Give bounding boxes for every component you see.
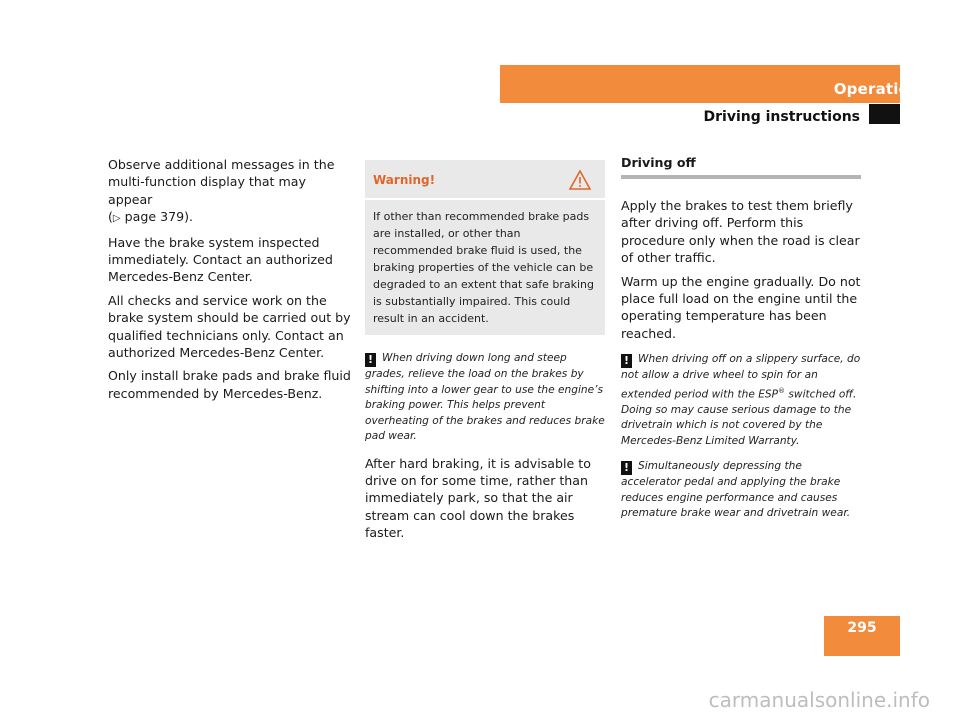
page-ref-link[interactable]: page 379). bbox=[124, 209, 194, 225]
paragraph: All checks and service work on the brake system should be carried out by qualified technicians only. Contact an authorized Mercedes-Benz Center. bbox=[108, 292, 351, 361]
caution-note bbox=[621, 352, 861, 449]
note-text: switched off. Doing so may cause serious damage to the drivetrain which is not covered by the Mercedes-Benz Limited Warranty. bbox=[621, 388, 857, 447]
paragraph: Only install brake pads and brake fluid recommended by Mercedes-Benz. bbox=[108, 368, 351, 401]
exclamation-icon: ! bbox=[365, 353, 376, 367]
column-middle bbox=[365, 160, 605, 548]
paragraph-text: Observe additional messages in the multi-function display that may appear bbox=[108, 157, 335, 207]
warning-triangle-icon bbox=[569, 170, 591, 190]
warning-box bbox=[365, 160, 605, 335]
paragraph: Warm up the engine gradually. Do not place full load on the engine until the operating temperature has been reached. bbox=[621, 273, 861, 341]
section-heading: Driving off bbox=[621, 155, 861, 179]
page-number: 295 bbox=[847, 620, 877, 636]
exclamation-icon: ! bbox=[621, 461, 632, 475]
warning-label: Warning! bbox=[373, 173, 436, 187]
page-number-box bbox=[824, 616, 900, 656]
caution-note bbox=[621, 459, 861, 522]
paragraph: Have the brake system inspected immediately. Contact an authorized Mercedes-Benz Center. bbox=[108, 234, 333, 285]
note-text: Simultaneously depressing the accelerator pedal and applying the brake reduces engine performance and causes premature brake wear and drivetrain wear. bbox=[621, 460, 851, 520]
paragraph: Apply the brakes to test them briefly after driving off. Perform this procedure only when the road is clear of other traffic. bbox=[621, 198, 860, 266]
header-marker bbox=[869, 104, 900, 124]
warning-text: If other than recommended brake pads are installed, or other than recommended brake fluid is used, the braking properties of the vehicle can be degraded to an extent that safe braking is substantially impaired. This could result in an accident. bbox=[373, 210, 594, 325]
subsection-title: Driving instructions bbox=[703, 109, 860, 125]
note-text: When driving off on a slippery surface, do not allow a drive wheel to spin for an extended period with the ESP bbox=[621, 353, 861, 401]
section-title: Operation bbox=[833, 80, 920, 98]
page-ref-arrow-icon: ▷ bbox=[112, 213, 121, 225]
column-left bbox=[108, 156, 353, 408]
note-text: When driving down long and steep grades, relieve the load on the brakes by shifting into a lower gear to use the engine’s braking power. This helps prevent overheating of the brakes and reduces brake pad wear. bbox=[365, 352, 605, 442]
column-right bbox=[621, 155, 861, 532]
caution-note bbox=[365, 351, 605, 445]
exclamation-icon: ! bbox=[621, 354, 632, 368]
watermark: carmanualsonline.info bbox=[708, 688, 930, 712]
warning-header bbox=[365, 160, 605, 200]
paragraph: After hard braking, it is advisable to drive on for some time, rather than immediately park, so that the air stream can cool down the brakes faster. bbox=[365, 455, 591, 541]
paragraph: Observe additional messages in the multi-function display that may appear (▷ page 379). bbox=[108, 157, 335, 225]
registered-mark: ® bbox=[778, 386, 786, 395]
